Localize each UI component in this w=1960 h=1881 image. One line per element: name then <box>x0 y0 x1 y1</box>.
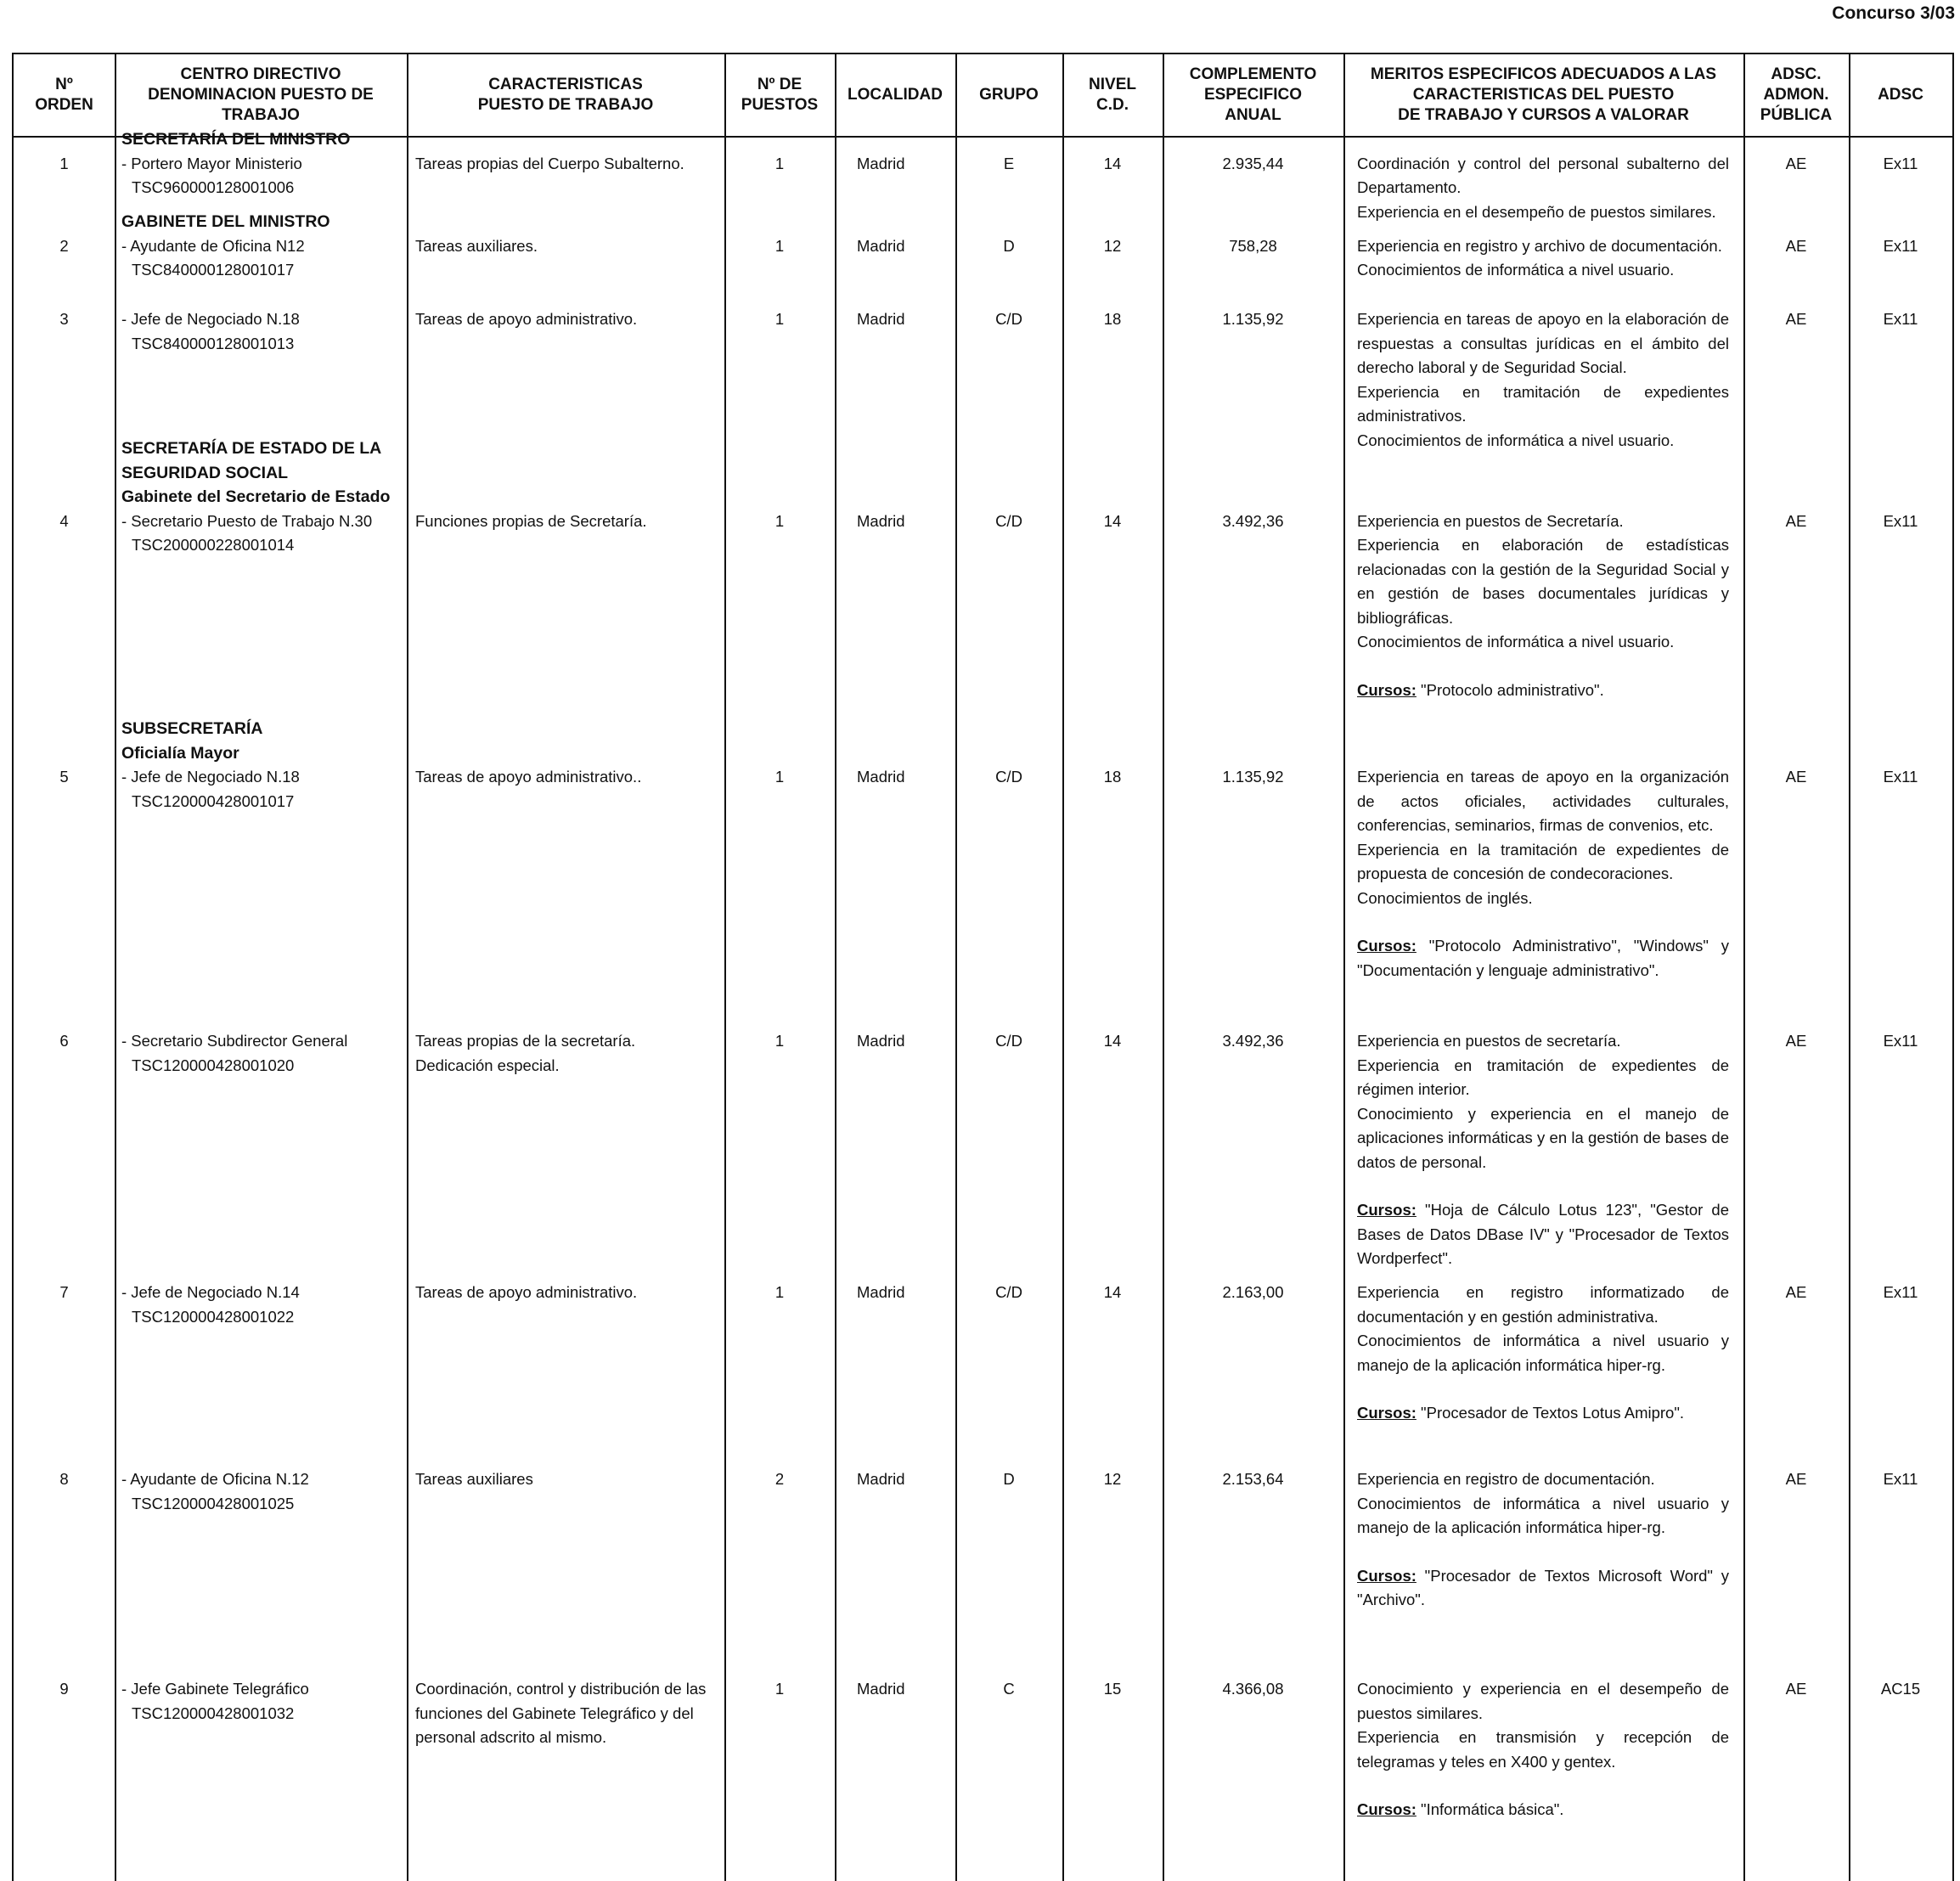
puesto-code: TSC840000128001017 <box>132 261 295 279</box>
cell-nivel: 12 <box>1103 1470 1122 1488</box>
cell-puestos: 1 <box>774 154 785 172</box>
cell-caracteristicas <box>415 1281 718 1305</box>
cell-orden: 5 <box>59 768 69 786</box>
cell-adsc: Ex11 <box>1883 154 1918 172</box>
puesto-name: - Jefe Gabinete Telegráfico <box>121 1680 309 1698</box>
cursos-value: "Procesador de Textos Lotus Amipro". <box>1421 1404 1685 1422</box>
merito-item: Experiencia en tareas de apoyo en la organización de actos oficiales, actividades culturales, conferencias, seminarios, firmas de convenios, etc. <box>1357 768 1729 834</box>
cell-adsc: Ex11 <box>1883 1470 1918 1488</box>
cell-adsc: Ex11 <box>1883 236 1918 255</box>
cell-adsc-admon: AE <box>1785 511 1807 530</box>
cell-orden: 3 <box>59 310 69 328</box>
header-caracteristicas: CARACTERISTICAS PUESTO DE TRABAJO <box>477 76 654 114</box>
cursos-label: Cursos: <box>1357 1800 1416 1818</box>
cell-localidad: Madrid <box>857 768 905 786</box>
cell-nivel: 14 <box>1103 1283 1122 1301</box>
cell-meritos <box>1357 1281 1729 1426</box>
caracteristica-line: Tareas propias del Cuerpo Subalterno. <box>415 154 684 172</box>
cell-localidad: Madrid <box>857 154 905 172</box>
cell-centro-directivo <box>121 307 402 356</box>
section-heading: Oficialía Mayor <box>121 743 239 763</box>
cell-meritos <box>1357 1467 1729 1613</box>
cell-localidad: Madrid <box>857 1283 905 1301</box>
cell-localidad: Madrid <box>857 511 905 530</box>
header-meritos: MERITOS ESPECIFICOS ADECUADOS A LAS CARACTERISTICAS DEL PUESTO DE TRABAJO Y CURSOS A VALORAR <box>1370 65 1717 124</box>
cell-caracteristicas <box>415 1029 718 1078</box>
cell-grupo: D <box>1003 236 1015 255</box>
cell-grupo: C/D <box>995 310 1022 328</box>
puesto-name: - Secretario Puesto de Trabajo N.30 <box>121 511 373 530</box>
puesto-name: - Ayudante de Oficina N.12 <box>121 1470 309 1488</box>
cell-adsc: Ex11 <box>1883 310 1918 328</box>
cursos-label: Cursos: <box>1357 1201 1416 1219</box>
cell-centro-directivo <box>121 1029 402 1078</box>
cursos-value: "Protocolo administrativo". <box>1421 680 1604 699</box>
cell-grupo: C/D <box>995 1032 1022 1050</box>
cursos-value: "Hoja de Cálculo Lotus 123", "Gestor de Bases de Datos DBase IV" y "Procesador de Textos Wordperfect". <box>1357 1201 1729 1267</box>
cell-grupo: C/D <box>995 1283 1022 1301</box>
merito-item: Experiencia en el desempeño de puestos similares. <box>1357 202 1716 221</box>
cell-orden: 7 <box>59 1283 69 1301</box>
cursos-line <box>1357 1798 1729 1822</box>
puesto-name: - Portero Mayor Ministerio <box>121 154 302 172</box>
puesto-code: TSC120000428001022 <box>132 1307 295 1326</box>
caracteristica-line: Tareas auxiliares. <box>415 236 538 255</box>
cell-caracteristicas <box>415 1467 718 1492</box>
cell-orden: 8 <box>59 1470 69 1488</box>
caracteristica-line: Tareas de apoyo administrativo.. <box>415 768 642 786</box>
cell-nivel: 14 <box>1103 511 1122 530</box>
cell-nivel: 14 <box>1103 1032 1122 1050</box>
cell-meritos <box>1357 152 1729 225</box>
cell-nivel: 12 <box>1103 236 1122 255</box>
cell-adsc: Ex11 <box>1883 768 1918 786</box>
puesto-code: TSC200000228001014 <box>132 536 295 554</box>
table-header <box>14 54 1952 138</box>
merito-item: Coordinación y control del personal subalterno del Departamento. <box>1357 154 1729 196</box>
cell-orden: 9 <box>59 1680 69 1698</box>
header-adsc: ADSC <box>1878 86 1923 104</box>
cell-meritos <box>1357 307 1729 453</box>
cell-complemento: 758,28 <box>1229 236 1277 255</box>
cell-localidad: Madrid <box>857 1680 905 1698</box>
cell-grupo: D <box>1003 1470 1015 1488</box>
cell-meritos <box>1357 1677 1729 1822</box>
caracteristica-line: Coordinación, control y distribución de las funciones del Gabinete Telegráfico y del personal adscrito al mismo. <box>415 1680 707 1746</box>
merito-item: Conocimientos de informática a nivel usuario y manejo de la aplicación informática hiper-rg. <box>1357 1332 1729 1374</box>
puesto-name: - Secretario Subdirector General <box>121 1032 348 1050</box>
merito-item: Experiencia en registro de documentación. <box>1357 1470 1655 1488</box>
header-localidad: LOCALIDAD <box>848 86 943 104</box>
cell-grupo: C/D <box>995 511 1022 530</box>
cell-nivel: 14 <box>1103 154 1122 172</box>
cell-adsc-admon: AE <box>1785 1283 1807 1301</box>
cursos-value: "Procesador de Textos Microsoft Word" y "Archivo". <box>1357 1566 1729 1608</box>
merito-item: Experiencia en puestos de secretaría. <box>1357 1032 1621 1050</box>
cell-meritos <box>1357 510 1729 703</box>
cell-centro-directivo <box>121 127 402 200</box>
cell-adsc-admon: AE <box>1785 1680 1807 1698</box>
puesto-name: - Jefe de Negociado N.14 <box>121 1283 300 1301</box>
cell-puestos: 2 <box>774 1470 785 1488</box>
header-grupo: GRUPO <box>979 86 1039 104</box>
caracteristica-line: Dedicación especial. <box>415 1056 560 1074</box>
cell-grupo: E <box>1003 154 1015 172</box>
cell-complemento: 1.135,92 <box>1222 768 1284 786</box>
merito-item: Conocimientos de informática a nivel usuario. <box>1357 261 1675 279</box>
caracteristica-line: Tareas de apoyo administrativo. <box>415 1283 638 1301</box>
merito-item: Experiencia en puestos de Secretaría. <box>1357 511 1624 530</box>
puesto-code: TSC120000428001017 <box>132 791 295 810</box>
cell-nivel: 15 <box>1103 1680 1122 1698</box>
cursos-label: Cursos: <box>1357 937 1416 955</box>
cell-meritos <box>1357 234 1729 283</box>
puesto-code: TSC960000128001006 <box>132 178 295 196</box>
cursos-label: Cursos: <box>1357 1404 1416 1422</box>
cell-centro-directivo <box>121 210 402 283</box>
cell-complemento: 2.935,44 <box>1222 154 1284 172</box>
cell-caracteristicas <box>415 765 718 790</box>
cell-centro-directivo <box>121 1467 402 1516</box>
cell-caracteristicas <box>415 152 718 177</box>
cell-complemento: 3.492,36 <box>1222 511 1284 530</box>
header-orden: Nº ORDEN <box>35 76 93 114</box>
merito-item: Experiencia en la tramitación de expedientes de propuesta de concesión de condecoraciones. <box>1357 840 1729 882</box>
merito-item: Experiencia en tramitación de expedientes de régimen interior. <box>1357 1056 1729 1098</box>
positions-table <box>12 53 1954 1881</box>
cell-localidad: Madrid <box>857 310 905 328</box>
cell-centro-directivo <box>121 717 402 814</box>
cell-caracteristicas <box>415 1677 718 1750</box>
cursos-line <box>1357 934 1729 983</box>
section-heading: SECRETARÍA DEL MINISTRO <box>121 130 351 149</box>
merito-item: Conocimientos de informática a nivel usuario y manejo de la aplicación informática hiper-rg. <box>1357 1494 1729 1536</box>
merito-item: Conocimientos de informática a nivel usuario. <box>1357 431 1675 449</box>
cell-caracteristicas <box>415 234 718 259</box>
page-title: Concurso 3/03 <box>1832 3 1955 23</box>
cell-nivel: 18 <box>1103 310 1122 328</box>
cell-localidad: Madrid <box>857 1470 905 1488</box>
puesto-name: - Jefe de Negociado N.18 <box>121 310 300 328</box>
merito-item: Experiencia en elaboración de estadísticas relacionadas con la gestión de la Seguridad Social y en gestión de bases documentales jurídicas y bibliográficas. <box>1357 536 1729 627</box>
merito-item: Conocimiento y experiencia en el desempeño de puestos similares. <box>1357 1680 1729 1722</box>
header-nivel: NIVEL C.D. <box>1089 76 1136 114</box>
cell-complemento: 2.153,64 <box>1222 1470 1284 1488</box>
merito-item: Experiencia en tareas de apoyo en la elaboración de respuestas a consultas jurídicas en el ámbito del derecho laboral y de Seguridad Social. <box>1357 310 1729 376</box>
header-centro-directivo: CENTRO DIRECTIVO DENOMINACION PUESTO DE TRABAJO <box>148 65 374 124</box>
cell-orden: 4 <box>59 511 69 530</box>
cursos-line <box>1357 1401 1729 1426</box>
caracteristica-line: Tareas auxiliares <box>415 1470 533 1488</box>
section-heading: GABINETE DEL MINISTRO <box>121 212 330 231</box>
cursos-label: Cursos: <box>1357 680 1416 699</box>
cell-complemento: 3.492,36 <box>1222 1032 1284 1050</box>
cell-nivel: 18 <box>1103 768 1122 786</box>
cell-orden: 2 <box>59 236 69 255</box>
merito-item: Conocimientos de inglés. <box>1357 888 1533 907</box>
puesto-code: TSC840000128001013 <box>132 334 295 352</box>
cell-adsc: Ex11 <box>1883 1032 1918 1050</box>
puesto-name: - Jefe de Negociado N.18 <box>121 768 300 786</box>
puesto-code: TSC120000428001032 <box>132 1704 295 1722</box>
cell-orden: 1 <box>59 154 69 172</box>
merito-item: Conocimientos de informática a nivel usuario. <box>1357 633 1675 650</box>
cell-adsc-admon: AE <box>1785 310 1807 328</box>
caracteristica-line: Tareas de apoyo administrativo. <box>415 310 638 328</box>
cell-grupo: C/D <box>995 768 1022 786</box>
puesto-name: - Ayudante de Oficina N12 <box>121 236 305 255</box>
cell-adsc-admon: AE <box>1785 1470 1807 1488</box>
cell-adsc: AC15 <box>1880 1680 1921 1698</box>
merito-item: Experiencia en transmisión y recepción de telegramas y teles en X400 y gentex. <box>1357 1728 1729 1771</box>
cell-puestos: 1 <box>774 511 785 530</box>
cell-localidad: Madrid <box>857 236 905 255</box>
cell-adsc-admon: AE <box>1785 1032 1807 1050</box>
cell-puestos: 1 <box>774 236 785 255</box>
cell-adsc: Ex11 <box>1883 511 1918 530</box>
merito-item: Experiencia en registro y archivo de documentación. <box>1357 236 1722 255</box>
merito-item: Experiencia en tramitación de expedientes administrativos. <box>1357 382 1729 425</box>
cell-centro-directivo <box>121 1677 402 1726</box>
cell-puestos: 1 <box>774 310 785 328</box>
cell-complemento: 4.366,08 <box>1222 1680 1284 1698</box>
cursos-line <box>1357 1198 1729 1271</box>
cell-puestos: 1 <box>774 768 785 786</box>
cursos-label: Cursos: <box>1357 1566 1416 1585</box>
cell-complemento: 1.135,92 <box>1222 310 1284 328</box>
cell-caracteristicas <box>415 510 718 534</box>
puesto-code: TSC120000428001020 <box>132 1056 295 1074</box>
cell-grupo: C <box>1003 1680 1015 1698</box>
cursos-line <box>1357 679 1729 703</box>
header-num-puestos: Nº DE PUESTOS <box>741 76 819 114</box>
cell-adsc-admon: AE <box>1785 236 1807 255</box>
cell-orden: 6 <box>59 1032 69 1050</box>
cell-puestos: 1 <box>774 1032 785 1050</box>
section-heading: SUBSECRETARÍA <box>121 719 263 738</box>
header-complemento: COMPLEMENTO ESPECIFICO ANUAL <box>1189 65 1317 124</box>
cell-adsc-admon: AE <box>1785 154 1807 172</box>
cell-caracteristicas <box>415 307 718 332</box>
merito-item: Experiencia en registro informatizado de documentación y en gestión administrativa. <box>1357 1283 1729 1326</box>
cell-adsc-admon: AE <box>1785 768 1807 786</box>
cursos-value: "Protocolo Administrativo", "Windows" y "Documentación y lenguaje administrativo". <box>1357 937 1730 979</box>
cell-complemento: 2.163,00 <box>1222 1283 1284 1301</box>
puesto-code: TSC120000428001025 <box>132 1494 295 1512</box>
cell-centro-directivo <box>121 436 402 558</box>
section-heading: Gabinete del Secretario de Estado <box>121 487 391 506</box>
caracteristica-line: Tareas propias de la secretaría. <box>415 1032 636 1050</box>
cursos-line <box>1357 1564 1729 1613</box>
cell-centro-directivo <box>121 1281 402 1329</box>
cursos-value: "Informática básica". <box>1421 1800 1564 1818</box>
cell-puestos: 1 <box>774 1283 785 1301</box>
cell-adsc: Ex11 <box>1883 1283 1918 1301</box>
caracteristica-line: Funciones propias de Secretaría. <box>415 511 647 530</box>
cell-meritos <box>1357 1029 1729 1271</box>
cell-meritos <box>1357 765 1729 983</box>
cell-puestos: 1 <box>774 1680 785 1698</box>
header-adsc-admon: ADSC. ADMON. PÚBLICA <box>1760 65 1833 124</box>
cell-localidad: Madrid <box>857 1032 905 1050</box>
section-heading: SECRETARÍA DE ESTADO DE LA SEGURIDAD SOCIAL <box>121 439 381 482</box>
merito-item: Conocimiento y experiencia en el manejo de aplicaciones informáticas y en la gestión de bases de datos de personal. <box>1357 1104 1729 1171</box>
